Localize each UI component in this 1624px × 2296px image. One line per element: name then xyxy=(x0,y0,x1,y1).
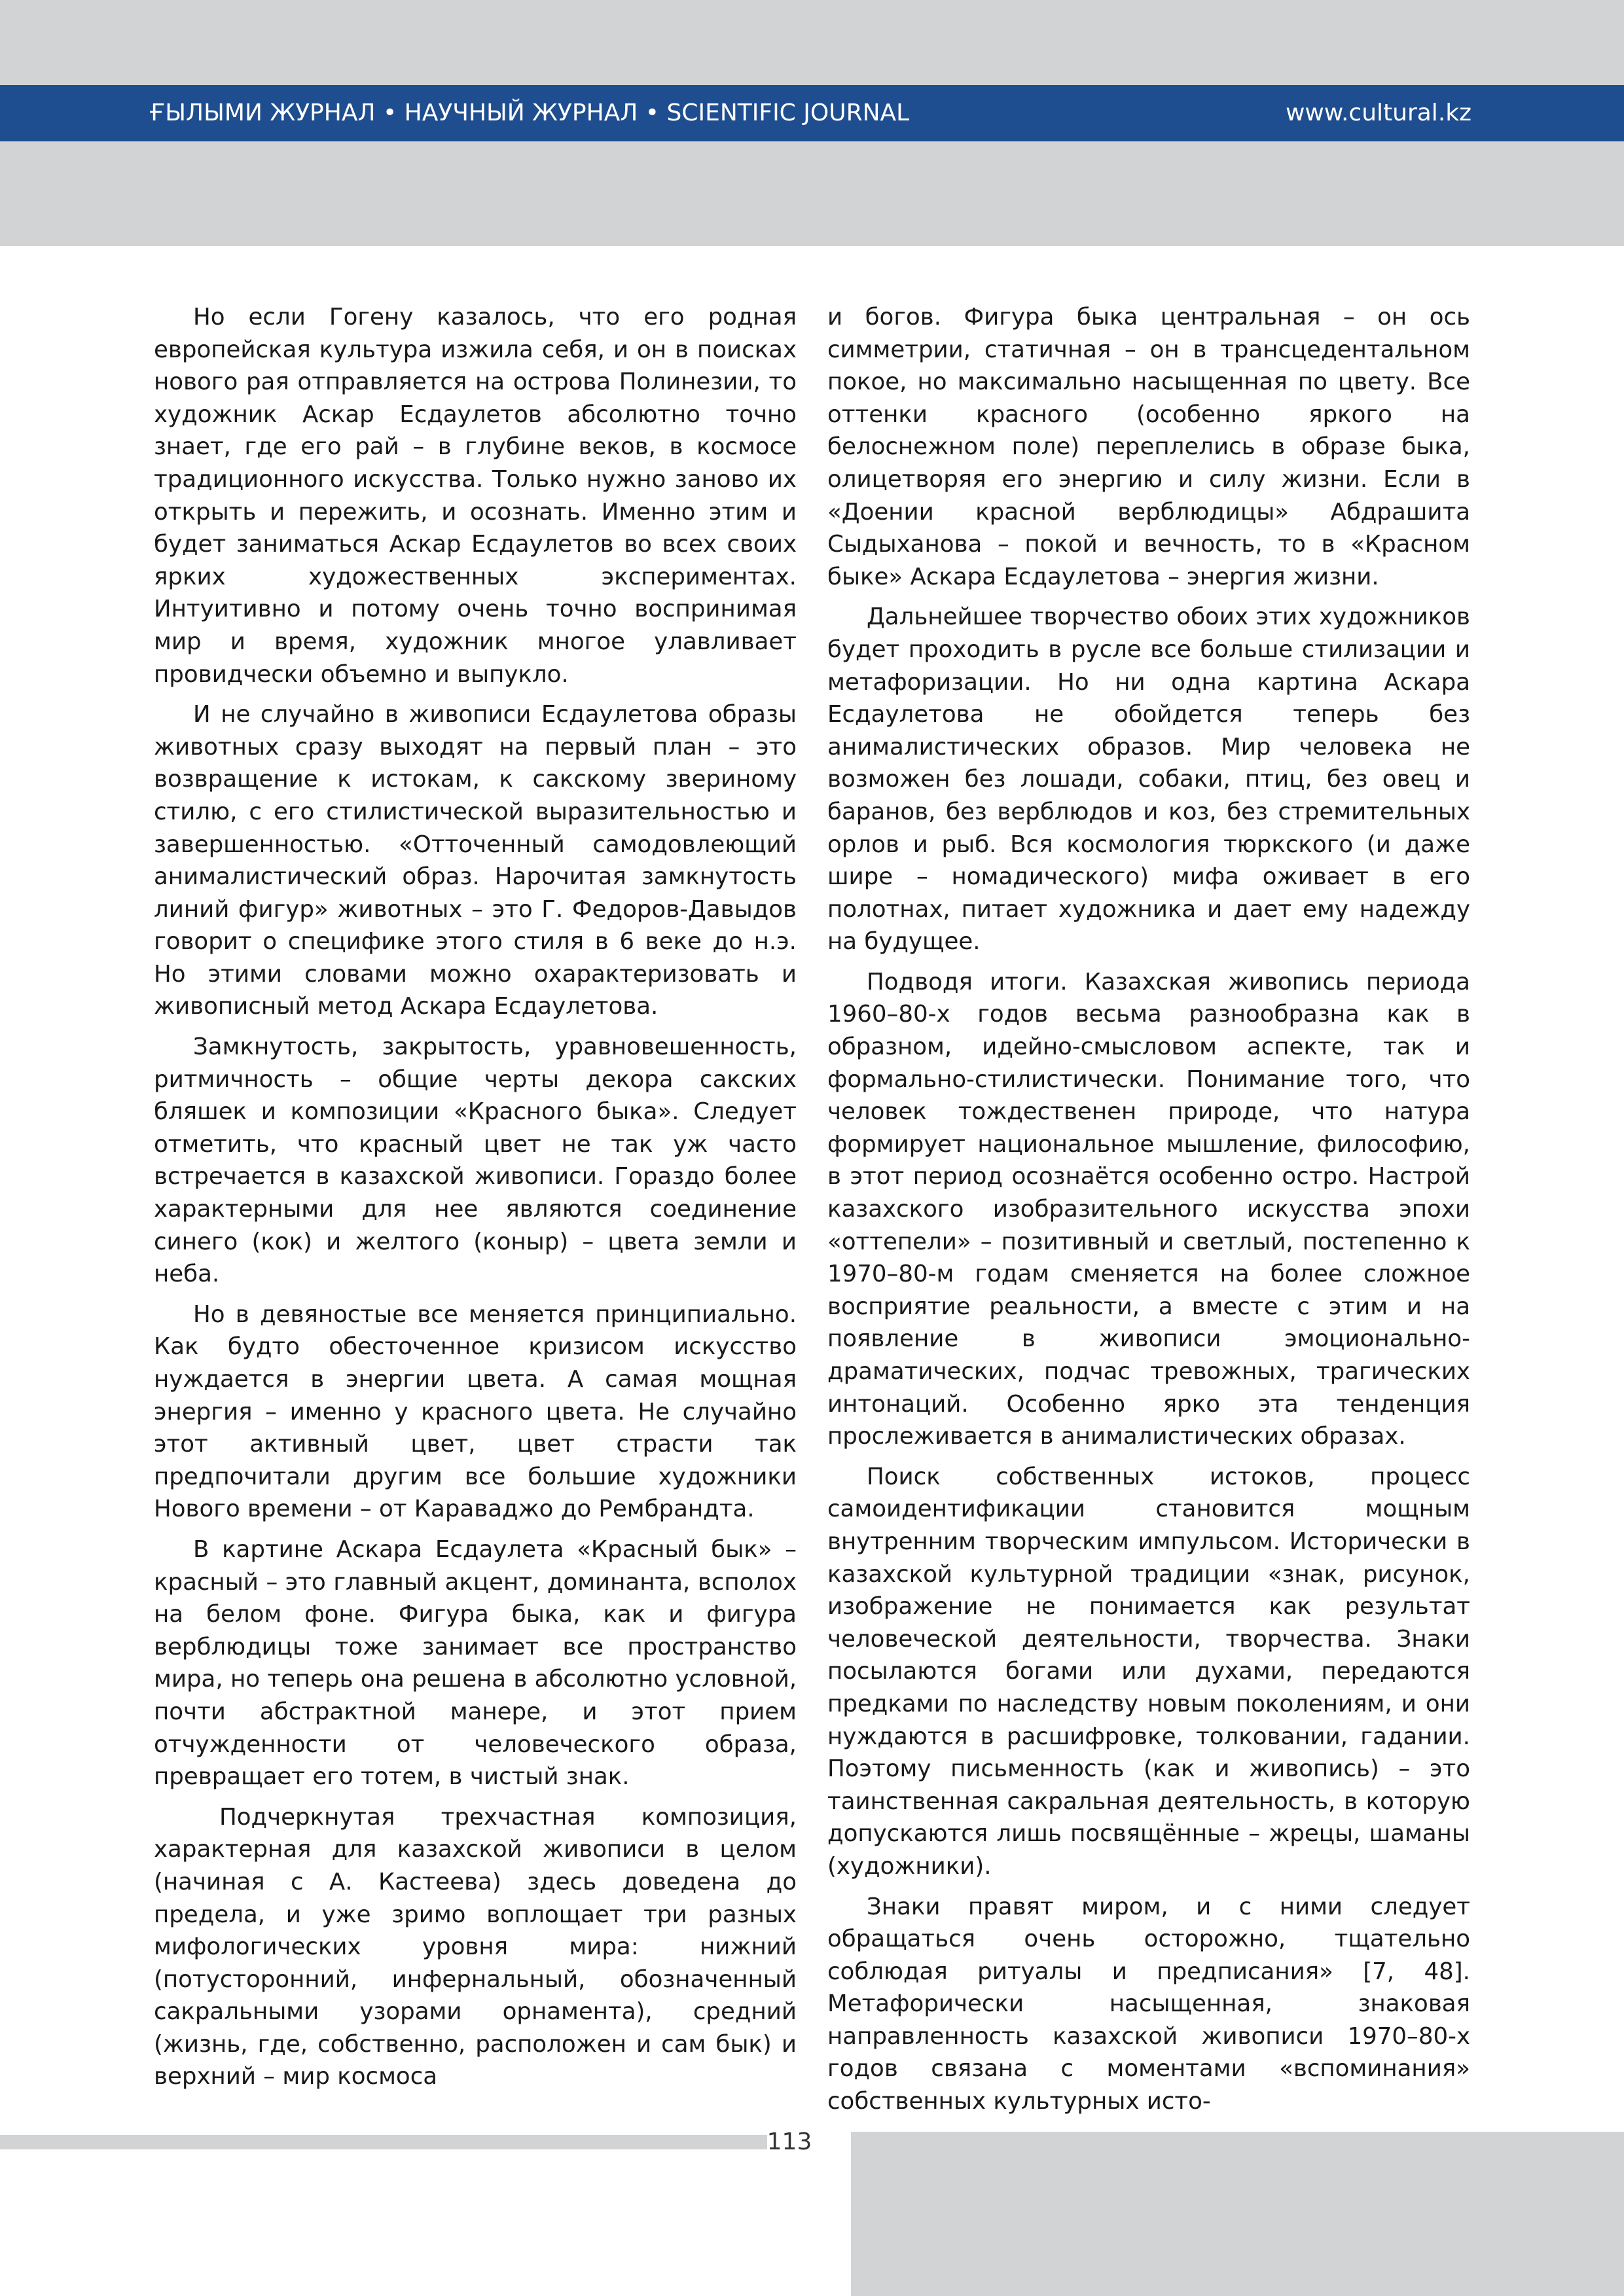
journal-title: ҒЫЛЫМИ ЖУРНАЛ • НАУЧНЫЙ ЖУРНАЛ • SCIENTIFIC JOURNAL xyxy=(149,99,910,126)
paragraph: Дальнейшее творчество обоих этих художников будет проходить в русле все больше стилизации и метафоризации. Но ни одна картина Аскара Есдаулетова не обойдется теперь без анималистических образов. Мир человека не возможен без лошади, собаки, птиц, без овец и баранов, без верблюдов и коз, без стремительных орлов и рыб. Вся космология тюркского (и даже шире – номадического) мифа оживает в его полотнах, питает художника и дает ему надежду на будущее. xyxy=(827,603,1470,956)
right-column xyxy=(827,301,1470,2126)
paragraph: Знаки правят миром, и с ними следует обращаться очень осторожно, тщательно соблюдая ритуалы и предписания» [7, 48]. Метафорически насыщенная, знаковая направленность казахской живописи 1970–80-х годов связана с моментами «вспоминания» собственных культурных исто- xyxy=(827,1893,1470,2115)
paragraph: Подводя итоги. Казахская живопись периода 1960–80-х годов весьма разнообразна как в образном, идейно-смысловом аспекте, так и формально-стилистически. Понимание того, что человек тождественен природе, что натура формирует национальное мышление, философию, в этот период осознаётся особенно остро. Настрой казахского изобразительного искусства эпохи «оттепели» – позитивный и светлый, постепенно к 1970–80-м годам сменяется на более сложное восприятие реальности, а вместе с этим и на появление в живописи эмоционально-драматических, подчас тревожных, трагических интонаций. Особенно ярко эта тенденция прослеживается в анималистических образах. xyxy=(827,968,1470,1450)
header-bar xyxy=(0,85,1624,141)
paragraph: Но если Гогену казалось, что его родная европейская культура изжила себя, и он в поисках нового рая отправляется на острова Полинезии, то художник Аскар Есдаулетов абсолютно точно знает, где его рай – в глубине веков, в космосе традиционного искусства. Только нужно заново их открыть и пережить, и осознать. Именно этим и будет заниматься Аскар Есдаулетов во всех своих ярких художественных экспериментах. Интуитивно и потому очень точно воспринимая мир и время, художник многое улавливает провидчески объемно и выпукло. xyxy=(154,304,797,688)
footer-rule xyxy=(0,2135,767,2149)
paragraph: Но в девяностые все меняется принципиально. Как будто обесточенное кризисом искусство нуждается в энергии цвета. А самая мощная энергия – именно у красного цвета. Не случайно этот активный цвет, цвет страсти так предпочитали другим все большие художники Нового времени – от Караваджо до Рембрандта. xyxy=(154,1300,797,1523)
paragraph: Поиск собственных истоков, процесс самоидентификации становится мощным внутренним творческим импульсом. Исторически в казахской культурной традиции «знак, рисунок, изображение не понимается как результат человеческой деятельности, творчества. Знаки посылаются богами или духами, передаются предками по наследству новым поколениям, и они нуждаются в расшифровке, толковании, гадании. Поэтому письменность (как и живопись) – это таинственная сакральная деятельность, в которую допускаются лишь посвящённые – жрецы, шаманы (художники). xyxy=(827,1463,1470,1880)
paragraph: Замкнутость, закрытость, уравновешенность, ритмичность – общие черты декора сакских бляшек и композиции «Красного быка». Следует отметить, что красный цвет не так уж часто встречается в казахской живописи. Гораздо более характерными для нее являются соединение синего (кок) и желтого (коныр) – цвета земли и неба. xyxy=(154,1033,797,1288)
journal-url[interactable]: www.cultural.kz xyxy=(1285,99,1471,126)
paragraph: В картине Аскара Есдаулета «Красный бык» – красный – это главный акцент, доминанта, всполох на белом фоне. Фигура быка, как и фигура верблюдицы тоже занимает все пространство мира, но теперь она решена в абсолютно условной, почти абстрактной манере, и этот прием отчужденности от человеческого образа, превращает его тотем, в чистый знак. xyxy=(154,1535,797,1791)
paragraph: Подчеркнутая трехчастная композиция, характерная для казахской живописи в целом (начиная с А. Кастеева) здесь доведена до предела, и уже зримо воплощает три разных мифологических уровня мира: нижний (потусторонний, инфернальный, обозначенный сакральными узорами орнамента), средний (жизнь, где, собственно, расположен и сам бык) и верхний – мир космоса xyxy=(154,1803,797,2090)
footer-block xyxy=(851,2132,1624,2296)
paragraph: и богов. Фигура быка центральная – он ось симметрии, статичная – он в трансцедентальном покое, но максимально насыщенная по цвету. Все оттенки красного (особенно яркого на белоснежном поле) переплелись в образе быка, олицетворяя его энергию и силу жизни. Если в «Доении красной верблюдицы» Абдрашита Сыдыханова – покой и вечность, то в «Красном быке» Аскара Есдаулетова – энергия жизни. xyxy=(827,304,1470,590)
page-number: 113 xyxy=(767,2128,812,2155)
header-band xyxy=(0,0,1624,246)
paragraph: И не случайно в живописи Есдаулетова образы животных сразу выходят на первый план – это возвращение к истокам, к сакскому звериному стилю, с его стилистической выразительностью и завершенностью. «Отточенный самодовлеющий анималистический образ. Нарочитая замкнутость линий фигур» животных – это Г. Федоров-Давыдов говорит о специфике этого стиля в 6 веке до н.э. Но этими словами можно охарактеризовать и живописный метод Аскара Есдаулетова. xyxy=(154,701,797,1020)
left-column xyxy=(154,301,797,2101)
